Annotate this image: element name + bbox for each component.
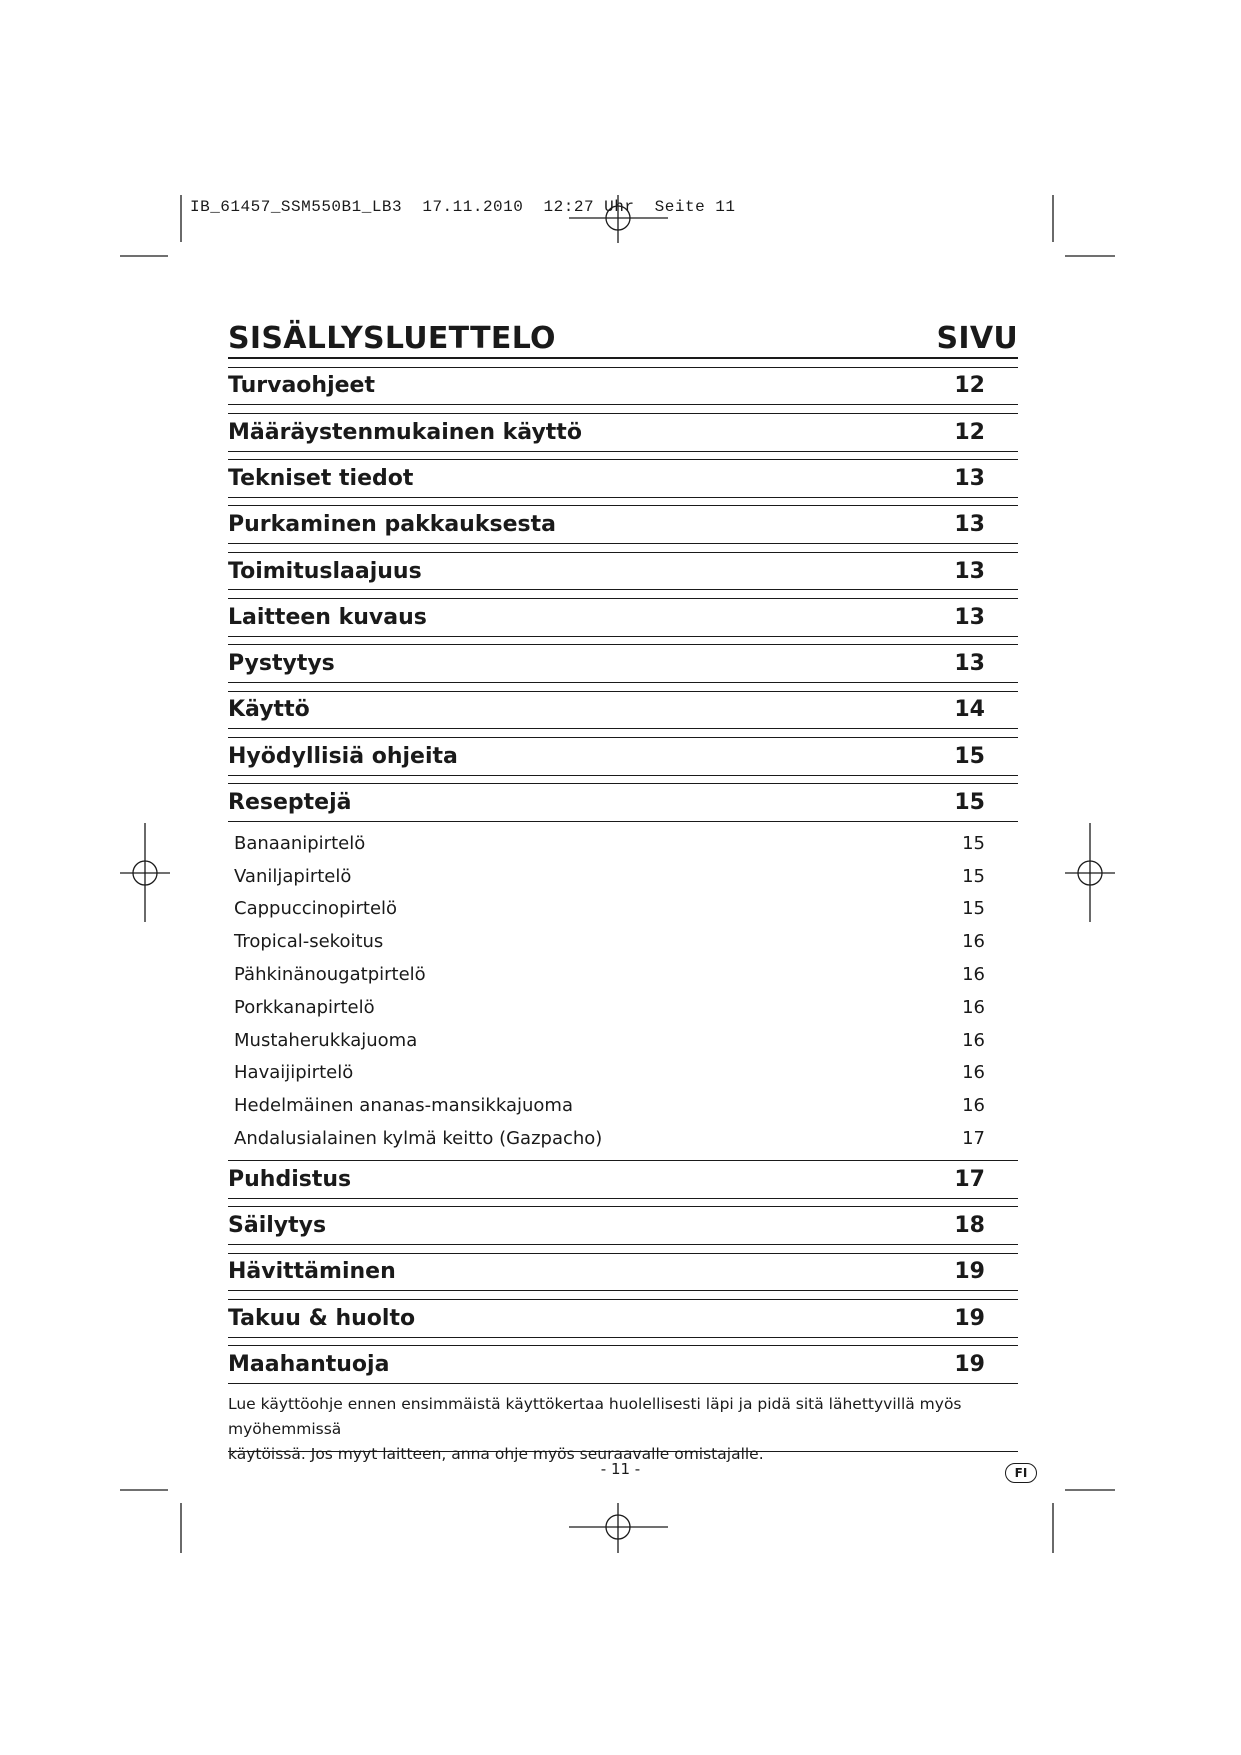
toc-entry xyxy=(228,1206,1018,1245)
toc-sub-entry-page: 16 xyxy=(962,964,985,986)
toc-sub-entry xyxy=(228,958,1018,991)
toc-sub-entry-page: 17 xyxy=(962,1128,985,1150)
toc-entry-page: 15 xyxy=(954,790,985,816)
toc-entry xyxy=(228,1253,1018,1292)
toc-entry xyxy=(228,505,1018,544)
usage-note-line-1: Lue käyttöohje ennen ensimmäistä käyttökertaa huolellisesti läpi ja pidä sitä lähettyvillä myös myöhemmissä xyxy=(228,1395,962,1438)
language-badge: FI xyxy=(1005,1463,1037,1483)
usage-note xyxy=(228,1392,1028,1467)
toc-sub-entry-label: Porkkanapirtelö xyxy=(234,996,375,1018)
toc-entry-label: Purkaminen pakkauksesta xyxy=(228,512,556,538)
toc-entry-page: 17 xyxy=(954,1166,985,1192)
toc-entry xyxy=(228,1299,1018,1338)
toc-entry-page: 12 xyxy=(954,419,985,445)
toc-sub-entry xyxy=(228,925,1018,958)
page-number: - 11 - xyxy=(600,1460,641,1478)
toc-sub-entry xyxy=(228,860,1018,893)
toc-entry-page: 13 xyxy=(954,558,985,584)
toc-entry xyxy=(228,598,1018,637)
toc-sub-entry-page: 16 xyxy=(962,1095,985,1117)
toc-entry-page: 19 xyxy=(954,1305,985,1331)
toc-entry xyxy=(228,1345,1018,1384)
usage-note-line-2: käytöissä. Jos myyt laitteen, anna ohje myös seuraavalle omistajalle. xyxy=(228,1445,764,1463)
toc-sub-entry xyxy=(228,1057,1018,1090)
toc-sub-entry-page: 16 xyxy=(962,931,985,953)
toc-entry-label: Hävittäminen xyxy=(228,1259,396,1285)
toc-sub-entry-label: Andalusialainen kylmä keitto (Gazpacho) xyxy=(234,1128,603,1150)
toc-sub-entry-label: Cappuccinopirtelö xyxy=(234,898,398,920)
toc-entry-label: Säilytys xyxy=(228,1213,327,1239)
toc-entry-label: Hyödyllisiä ohjeita xyxy=(228,743,458,769)
toc-sub-entry-page: 16 xyxy=(962,1062,985,1084)
toc-entry-page: 13 xyxy=(954,604,985,630)
toc-sub-entry-label: Mustaherukkajuoma xyxy=(234,1029,418,1051)
toc-entry xyxy=(228,413,1018,452)
recipe-sub-entries xyxy=(228,822,1018,1160)
toc-entry-label: Määräystenmukainen käyttö xyxy=(228,419,582,445)
toc-sub-entry-label: Tropical-sekoitus xyxy=(234,931,384,953)
toc-sub-entry-label: Banaanipirtelö xyxy=(234,832,366,854)
toc-entry xyxy=(228,737,1018,776)
main-entries-top xyxy=(228,367,1018,822)
toc-entry-label: Pystytys xyxy=(228,651,335,677)
toc-entry-label: Maahantuoja xyxy=(228,1352,390,1378)
toc-entry-page: 13 xyxy=(954,465,985,491)
toc-header xyxy=(228,316,1018,359)
toc-entry-label: Turvaohjeet xyxy=(228,373,375,399)
toc-entry xyxy=(228,459,1018,498)
toc-entry-label: Toimituslaajuus xyxy=(228,558,422,584)
toc-sub-entry-page: 16 xyxy=(962,1029,985,1051)
toc-entry xyxy=(228,367,1018,406)
toc-sub-entry-page: 15 xyxy=(962,865,985,887)
toc-entry-page: 13 xyxy=(954,651,985,677)
toc-entry-label: Tekniset tiedot xyxy=(228,465,414,491)
toc-entry xyxy=(228,552,1018,591)
toc-sub-entry-page: 15 xyxy=(962,898,985,920)
main-entries-bottom xyxy=(228,1160,1018,1384)
toc-sub-entry-label: Havaijipirtelö xyxy=(234,1062,354,1084)
toc-title: SISÄLLYSLUETTELO xyxy=(228,321,556,356)
toc-entry-page: 15 xyxy=(954,743,985,769)
table-of-contents xyxy=(228,316,1018,1384)
toc-entry xyxy=(228,691,1018,730)
toc-sub-entry-label: Pähkinänougatpirtelö xyxy=(234,964,426,986)
toc-entry-label: Laitteen kuvaus xyxy=(228,604,427,630)
toc-sub-entry-label: Hedelmäinen ananas-mansikkajuoma xyxy=(234,1095,573,1117)
toc-sub-entry-label: Vaniljapirtelö xyxy=(234,865,352,887)
toc-entry-label: Puhdistus xyxy=(228,1166,352,1192)
toc-page-header: SIVU xyxy=(936,321,1018,356)
toc-sub-entry xyxy=(228,827,1018,860)
toc-sub-entry xyxy=(228,893,1018,926)
toc-entry-page: 13 xyxy=(954,512,985,538)
toc-entry-label: Käyttö xyxy=(228,697,310,723)
print-slug-line: IB_61457_SSM550B1_LB3 17.11.2010 12:27 Uhr Seite 11 xyxy=(190,198,736,216)
toc-entry-page: 14 xyxy=(954,697,985,723)
toc-entry-page: 19 xyxy=(954,1352,985,1378)
toc-sub-entry xyxy=(228,1089,1018,1122)
toc-entry-page: 18 xyxy=(954,1213,985,1239)
toc-entry xyxy=(228,783,1018,822)
toc-entry-page: 12 xyxy=(954,373,985,399)
toc-entry-label: Takuu & huolto xyxy=(228,1305,416,1331)
toc-sub-entry xyxy=(228,1024,1018,1057)
toc-sub-entry xyxy=(228,1122,1018,1155)
toc-sub-entry-page: 16 xyxy=(962,996,985,1018)
toc-sub-entry-page: 15 xyxy=(962,832,985,854)
toc-entry-page: 19 xyxy=(954,1259,985,1285)
toc-entry-label: Reseptejä xyxy=(228,790,352,816)
toc-sub-entry xyxy=(228,991,1018,1024)
toc-entry xyxy=(228,1160,1018,1199)
footer-divider xyxy=(228,1451,1018,1452)
toc-entry xyxy=(228,644,1018,683)
